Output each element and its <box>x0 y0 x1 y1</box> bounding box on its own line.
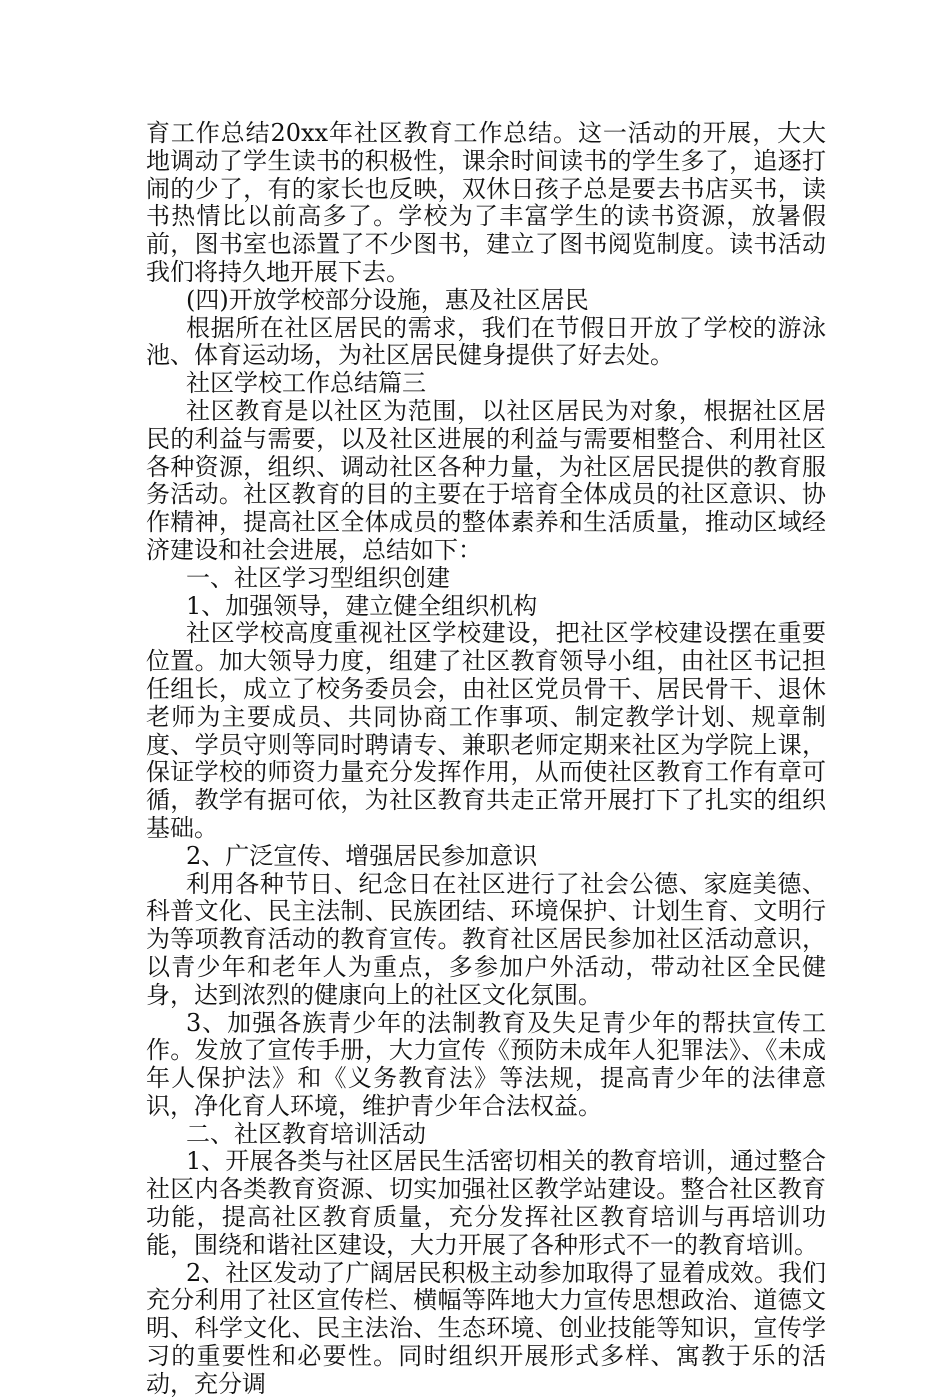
paragraph: 社区教育是以社区为范围，以社区居民为对象，根据社区居民的利益与需要，以及社区进展的利益与需要相整合、利用社区各种资源，组织、调动社区各种力量，为社区居民提供的教育服务活动。社区教育的目的主要在于培育全体成员的社区意识、协作精神，提高社区全体成员的整体素养和生活质量，推动区域经济建设和社会进展，总结如下： <box>146 396 826 564</box>
subheading: 1、加强领导，建立健全组织机构 <box>186 591 538 620</box>
subheading: 二、社区教育培训活动 <box>186 1119 426 1148</box>
subheading: 2、广泛宣传、增强居民参加意识 <box>186 841 538 870</box>
paragraph-continuation: 育工作总结20xx年社区教育工作总结。这一活动的开展，大大地调动了学生读书的积极性，课余时间读书的学生多了，追逐打闹的少了，有的家长也反映，双休日孩子总是要去书店买书，读书热情比以前高多了。学校为了丰富学生的读书资源，放暑假前，图书室也添置了不少图书，建立了图书阅览制度。读书活动我们将持久地开展下去。 <box>146 119 826 286</box>
paragraph: 根据所在社区居民的需求，我们在节假日开放了学校的游泳池、体育运动场，为社区居民健身提供了好去处。 <box>146 313 826 370</box>
paragraph: 2、社区发动了广阔居民积极主动参加取得了显着成效。我们充分利用了社区宣传栏、横幅等阵地大力宣传思想政治、道德文明、科学文化、民主法治、生态环境、创业技能等知识，宣传学习的重要性和必要性。同时组织开展形式多样、寓教于乐的活动，充分调 <box>146 1258 826 1398</box>
subheading: 一、社区学习型组织创建 <box>186 563 450 592</box>
paragraph: 利用各种节日、纪念日在社区进行了社会公德、家庭美德、科普文化、民主法制、民族团结、环境保护、计划生育、文明行为等项教育活动的教育宣传。教育社区居民参加社区活动意识，以青少年和老年人为重点，多参加户外活动，带动社区全民健身，达到浓烈的健康向上的社区文化氛围。 <box>146 869 826 1009</box>
paragraph: 社区学校高度重视社区学校建设，把社区学校建设摆在重要位置。加大领导力度，组建了社区教育领导小组，由社区书记担任组长，成立了校务委员会，由社区党员骨干、居民骨干、退休老师为主要成员、共同协商工作事项、制定教学计划、规章制度、学员守则等同时聘请专、兼职老师定期来社区为学院上课，保证学校的师资力量充分发挥作用，从而使社区教育工作有章可循，教学有据可依，为社区教育共走正常开展打下了扎实的组织基础。 <box>146 619 826 842</box>
paragraph: 1、开展各类与社区居民生活密切相关的教育培训，通过整合社区内各类教育资源、切实加强社区教学站建设。整合社区教育功能，提高社区教育质量，充分发挥社区教育培训与再培训功能，围绕和谐社区建设，大力开展了各种形式不一的教育培训。 <box>146 1147 826 1259</box>
section-title: 社区学校工作总结篇三 <box>186 369 426 398</box>
subheading-open-facilities: (四)开放学校部分设施，惠及社区居民 <box>186 285 589 314</box>
document-body <box>146 120 826 1399</box>
paragraph: 3、加强各族青少年的法制教育及失足青少年的帮扶宣传工作。发放了宣传手册，大力宣传《预防未成年人犯罪法》、《未成年人保护法》和《义务教育法》等法规，提高青少年的法律意识，净化育人环境，维护青少年合法权益。 <box>146 1008 826 1120</box>
